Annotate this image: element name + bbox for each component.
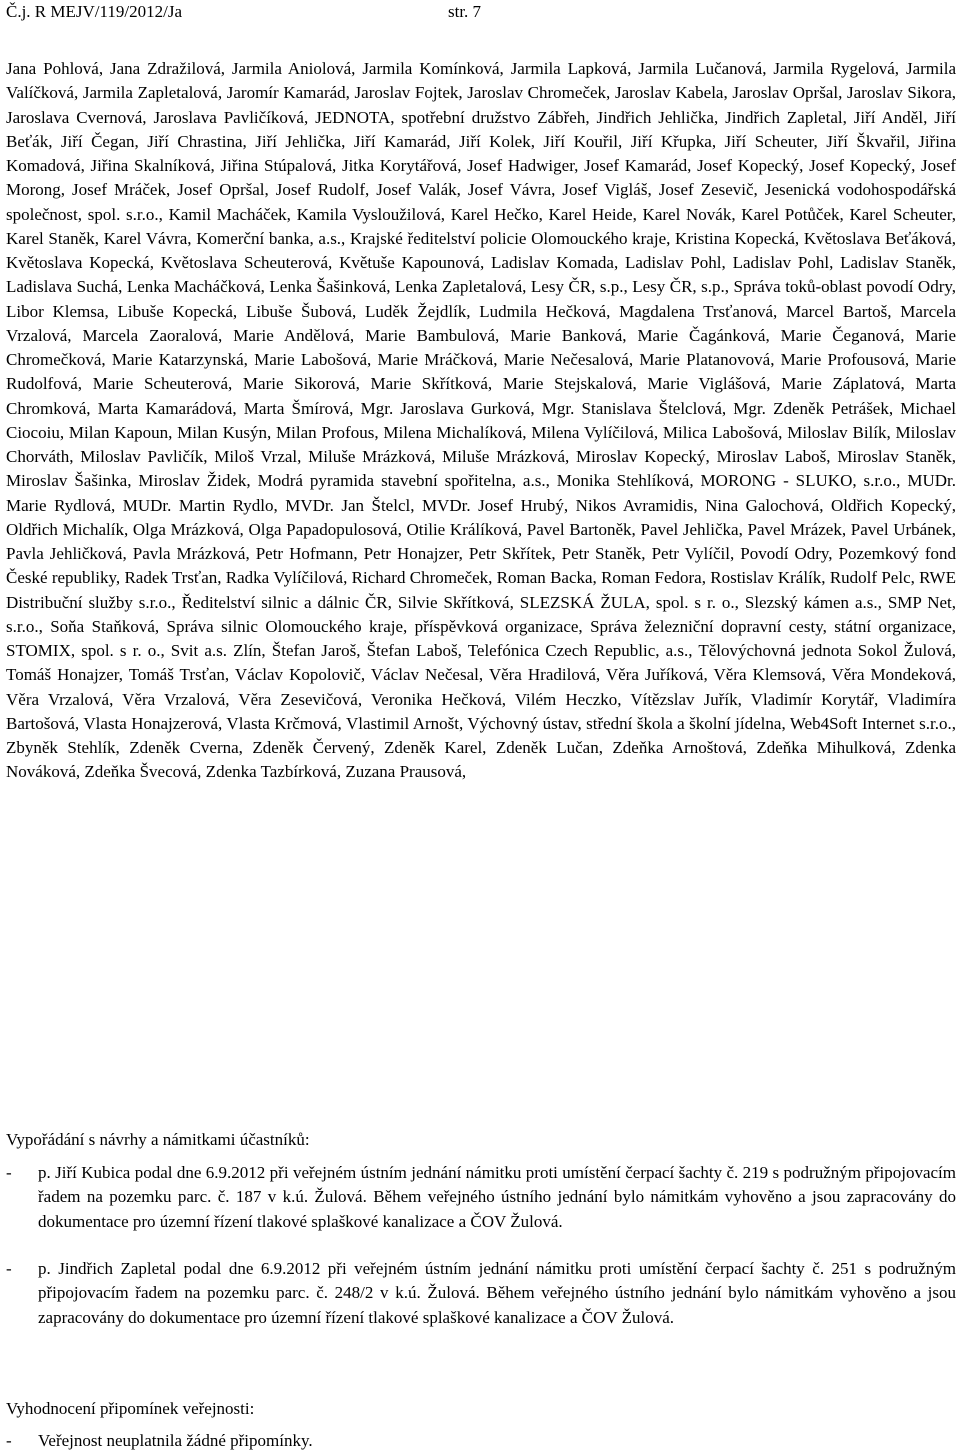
list-dash: -	[6, 1259, 12, 1278]
document-reference: Č.j. R MEJV/119/2012/Ja	[6, 2, 182, 21]
public-comment-text: Veřejnost neuplatnila žádné připomínky.	[38, 1431, 313, 1450]
page-header	[6, 0, 482, 24]
objection-item-2	[6, 1257, 956, 1330]
page-number: str. 7	[448, 2, 482, 21]
public-comments-heading: Vyhodnocení připomínek veřejnosti:	[6, 1399, 255, 1418]
objection-item-1	[6, 1161, 956, 1234]
public-comment-item-1	[6, 1429, 956, 1453]
objections-heading: Vypořádání s návrhy a námitkami účastníků:	[6, 1130, 310, 1149]
objection-text: p. Jindřich Zapletal podal dne 6.9.2012 při veřejném ústním jednání námitku proti umístění čerpací šachty č. 251 s podružným připojovacím řadem na pozemku parc. č. 248/2 v k.ú. Žulová. Během veřejného ústního jednání bylo námitkám vyhověno a jsou zapracovány do dokumentace pro územní řízení tlakové splaškové kanalizace a ČOV Žulová.	[38, 1259, 956, 1327]
list-dash: -	[6, 1163, 12, 1182]
list-dash: -	[6, 1431, 12, 1450]
participants-list: Jana Pohlová, Jana Zdražilová, Jarmila Aniolová, Jarmila Komínková, Jarmila Lapková, Jarmila Lučanová, Jarmila Rygelová, Jarmila Valíčková, Jarmila Zapletalová, Jaromír Kamarád, Jaroslav Fojtek, Jaroslav Chromeček, Jaroslav Kabela, Jaroslav Opršal, Jaroslav Sikora, Jaroslava Cvernová, Jaroslava Pavličíková, JEDNOTA, spotřební družstvo Zábřeh, Jindřich Jehlička, Jindřich Zapletal, Jiří Anděl, Jiří Beťák, Jiří Čegan, Jiří Chrastina, Jiří Jehlička, Jiří Kamarád, Jiří Kolek, Jiří Kouřil, Jiří Křupka, Jiří Scheuter, Jiří Škvařil, Jiřina Komadová, Jiřina Skalníková, Jiřina Stúpalová, Jitka Korytářová, Josef Hadwiger, Josef Kamarád, Josef Kopecký, Josef Kopecký, Josef Morong, Josef Mráček, Josef Opršal, Josef Rudolf, Josef Valák, Josef Vávra, Josef Vigláš, Josef Zesevič, Jesenická vodohospodářská společnost, spol. s.r.o., Kamil Macháček, Kamila Vysloužilová, Karel Hečko, Karel Heide, Karel Novák, Karel Potůček, Karel Scheuter, Karel Staněk, Karel Vávra, Komerční banka, a.s., Krajské ředitelství policie Olomouckého kraje, Kristina Kopecká, Květoslava Beťáková, Květoslava Kopecká, Květoslava Scheuterová, Květuše Kapounová, Ladislav Komada, Ladislav Pohl, Ladislav Pohl, Ladislav Staněk, Ladislava Suchá, Lenka Macháčková, Lenka Šašinková, Lenka Zapletalová, Lesy ČR, s.p., Lesy ČR, s.p., Správa toků-oblast povodí Odry, Libor Klemsa, Libuše Kopecká, Libuše Šubová, Luděk Žejdlík, Ludmila Hečková, Magdalena Trsťanová, Marcel Bartoš, Marcela Vrzalová, Marcela Zaoralová, Marie Andělová, Marie Bambulová, Marie Banková, Marie Čagánková, Marie Čeganová, Marie Chromečková, Marie Katarzynská, Marie Labošová, Marie Mráčková, Marie Nečesalová, Marie Platanovová, Marie Profousová, Marie Rudolfová, Marie Scheuterová, Marie Sikorová, Marie Skřítková, Marie Stejskalová, Marie Viglášová, Marie Záplatová, Marta Chromková, Marta Kamarádová, Marta Šmírová, Mgr. Jaroslava Gurková, Mgr. Stanislava Štelclová, Mgr. Zdeněk Petrášek, Michael Ciocoiu, Milan Kapoun, Milan Kusýn, Milan Profous, Milena Michalíková, Milena Vylíčilová, Milica Labošová, Miloslav Bilík, Miloslav Chorváth, Miloslav Pavličík, Miloš Vrzal, Miluše Mrázková, Miluše Mrázková, Miroslav Kopecký, Miroslav Laboš, Miroslav Staněk, Miroslav Šašinka, Miroslav Židek, Modrá pyramida stavební spořitelna, a.s., Monika Stehlíková, MORONG - SLUKO, s.r.o., MUDr. Marie Rydlová, MUDr. Martin Rydlo, MVDr. Jan Štelcl, MVDr. Josef Hrubý, Nikos Avramidis, Nina Galochová, Oldřich Kopecký, Oldřich Michalík, Olga Mrázková, Olga Papadopulosová, Otilie Králíková, Pavel Bartoněk, Pavel Jehlička, Pavel Mrázek, Pavel Urbánek, Pavla Jehličková, Pavla Mrázková, Petr Hofmann, Petr Honajzer, Petr Skřítek, Petr Staněk, Petr Vylíčil, Povodí Odry, Pozemkový fond České republiky, Radek Trsťan, Radka Vylíčilová, Richard Chromeček, Roman Backa, Roman Fedora, Rostislav Králík, Rudolf Pelc, RWE Distribuční služby s.r.o., Ředitelství silnic a dálnic ČR, Silvie Skřítková, SLEZSKÁ ŽULA, spol. s r. o., Slezský kámen a.s., SMP Net, s.r.o., Soňa Staňková, Správa silnic Olomouckého kraje, příspěvková organizace, Správa železniční dopravní cesty, státní organizace, STOMIX, spol. s r. o., Svit a.s. Zlín, Štefan Jaroš, Štefan Laboš, Telefónica Czech Republic, a.s., Tělovýchovná jednota Sokol Žulová, Tomáš Honajzer, Tomáš Trsťan, Václav Kopolovič, Václav Nečesal, Věra Hradilová, Věra Juříková, Věra Klemsová, Věra Mondeková, Věra Vrzalová, Věra Vrzalová, Věra Zesevičová, Veronika Hečková, Vilém Heczko, Vítězslav Juřík, Vladimír Korytář, Vladimíra Bartošová, Vlasta Honajzerová, Vlasta Krčmová, Vlastimil Arnošt, Výchovný ústav, střední škola a školní jídelna, Web4Soft Internet s.r.o., Zbyněk Stehlík, Zdeněk Cverna, Zdeněk Červený, Zdeněk Karel, Zdeněk Lučan, Zdeňka Arnoštová, Zdeňka Mihulková, Zdenka Nováková, Zdeňka Švecová, Zdenka Tazbírková, Zuzana Prausová,	[6, 59, 956, 782]
objection-text: p. Jiří Kubica podal dne 6.9.2012 při veřejném ústním jednání námitku proti umístění čerpací šachty č. 219 s podružným připojovacím řadem na pozemku parc. č. 187 v k.ú. Žulová. Během veřejného ústního jednání bylo námitkám vyhověno a jsou zapracovány do dokumentace pro územní řízení tlakové splaškové kanalizace a ČOV Žulová.	[38, 1163, 956, 1231]
